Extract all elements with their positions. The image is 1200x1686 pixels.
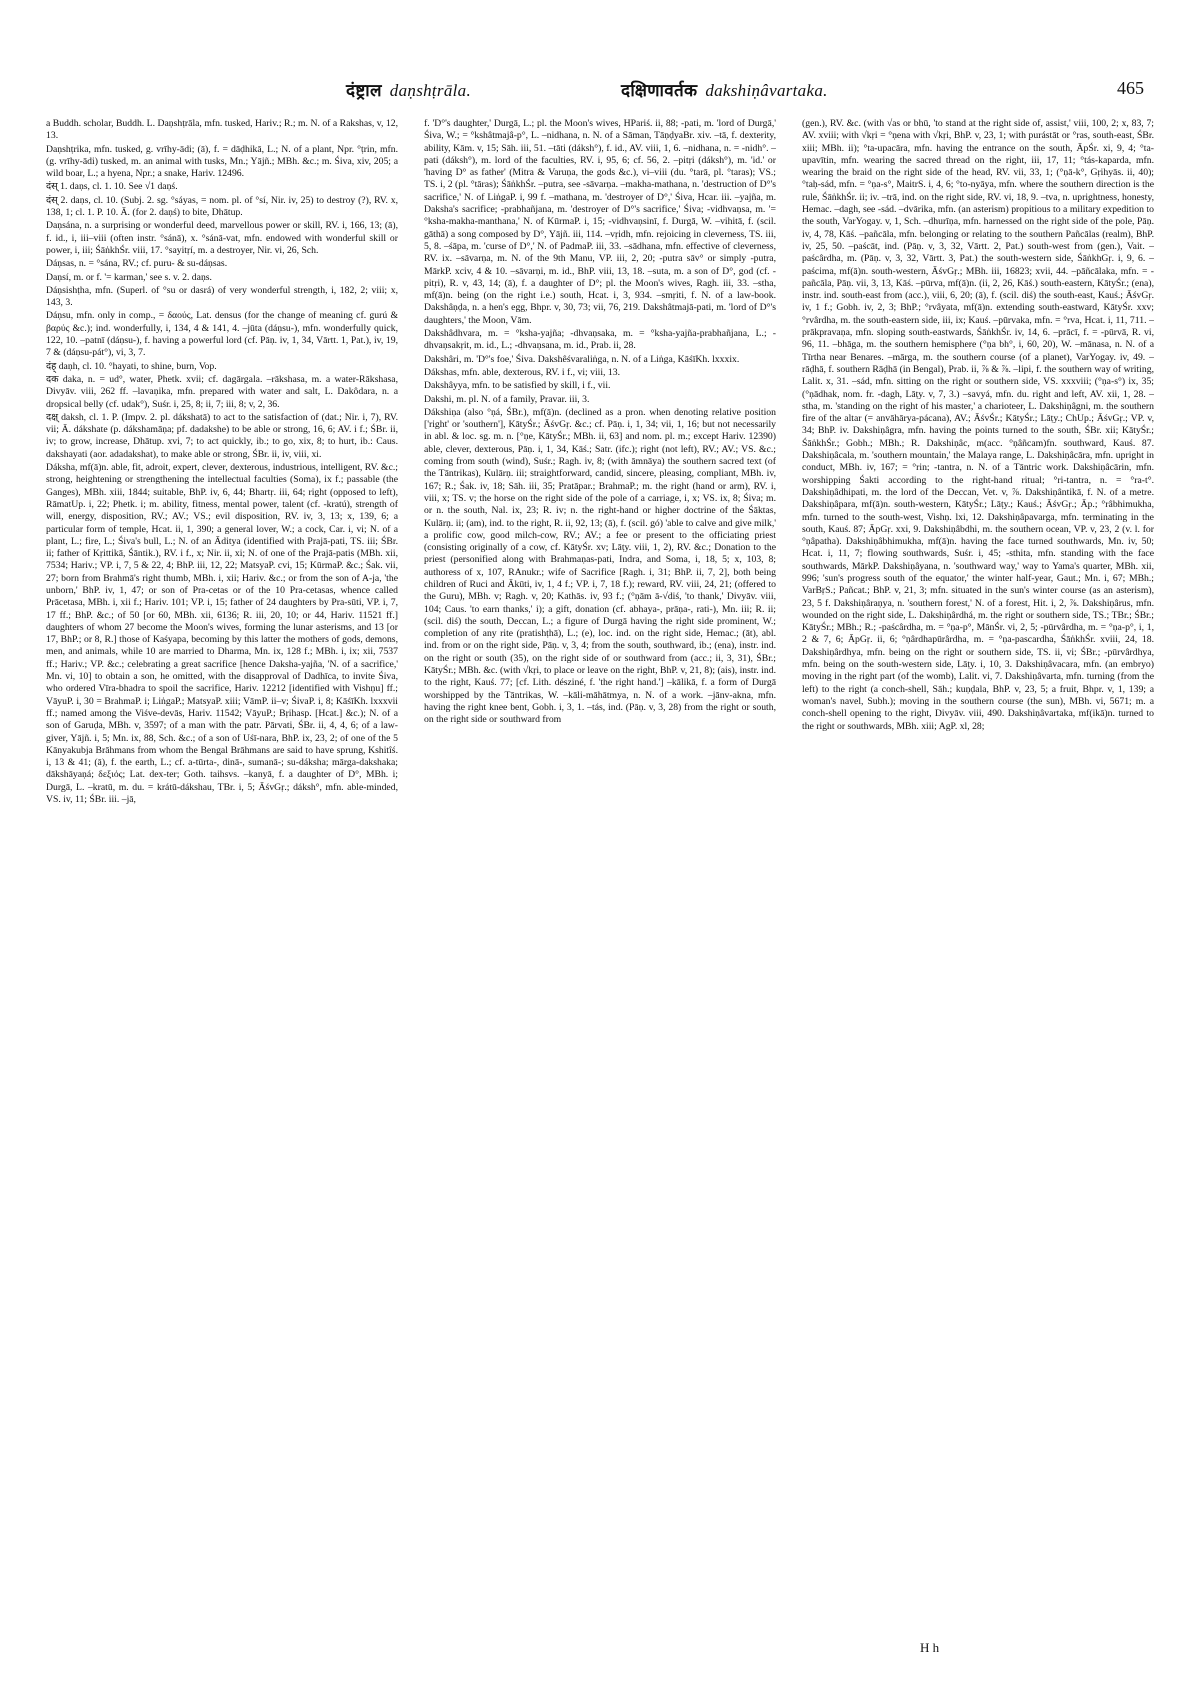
text-columns <box>46 118 1154 1638</box>
signature-mark: H h <box>920 1640 940 1655</box>
page-number: 465 <box>1117 78 1144 98</box>
entry-paragraph: Daṇsána, n. a surprising or wonderful deed, marvellous power or skill, RV. i, 166, 13; (ā), f. id., i, iii–viii (often instr. °sánā), x. °sánā-vat, mfn. endowed with wonderful skill or power, i, iii; ŚāṅkhŚr. viii, 17. °sayitṛí, m. a destroyer, Nir. vi, 26, Sch. <box>46 220 398 256</box>
entry-paragraph: Dáksha, mf(ā)n. able, fit, adroit, expert, clever, dexterous, industrious, intelligent, RV. &c.; strong, heightening or strengthening the intellectual faculties (Soma), ix f.; passable (the Ganges), MBh. xiii, 1844; suitable, BhP. iv, 6, 44; Bhartṛ. iii, 64; right (opposed to left), RāmatUp. i, 22; Phetk. i; m. ability, fitness, mental power, talent (cf. -kratú), strength of will, energy, disposition, RV.; AV.; VS.; evil disposition, RV. iv, 3, 13; x, 139, 6; a particular form of temple, Hcat. ii, 1, 390; a general lover, W.; a cock, Car. i, vi; N. of a plant, L.; fire, L.; Śiva's bull, L.; N. of an Āditya (identified with Prajā-pati, TS. iii; ŚBr. ii; father of Kṛittikā, Śāntik.), RV. i f., x; Nir. ii, xi; N. of one of the Prajā-patis (MBh. xii, 7534; Hariv.; VP. i, 7, 5 & 22, 4; BhP. iii, 12, 22; MatsyaP. cvi, 15; KūrmaP. &c.; Śak. vii, 27; born from Brahmā's right thumb, MBh. i, xii; Hariv. &c.; or from the son of A-ja, 'the unborn,' BhP. iv, 1, 47; or son of Pra-cetas or of the 10 Pra-cetasas, whence called Prācetasa, MBh. i, xii f.; Hariv. 101; VP. i, 15; father of 24 daughters by Pra-sūti, VP. i, 7, 17 ff.; BhP. &c.; of 50 [or 60, MBh. xii, 6136; R. iii, 20, 10; or 44, Hariv. 11521 ff.] daughters of whom 27 become the Moon's wives, forming the lunar asterisms, and 13 [or 17, BhP.; or 8, R.] those of Kaśyapa, becoming by this latter the mothers of gods, demons, men, and animals, while 10 are married to Dharma, Mn. ix, 128 f.; MBh. i, ix; xii, 7537 ff.; Hariv.; VP. &c.; celebrating a great sacrifice [hence Daksha-yajña, 'N. of a sacrifice,' Mn. vi, 10] to obtain a son, he omitted, with the disapproval of Dadhīca, to invite Śiva, who ordered Vīra-bhadra to spoil the sacrifice, Hariv. 12212 [identified with Vishṇu] ff.; VāyuP. i, 30 = BrahmaP. i; LiṅgaP.; MatsyaP. xiii; VāmP. ii–v; ŚivaP. i, 8; KāśīKh. lxxxvii ff.; named among the Viśve-devās, Hariv. 11542; VāyuP.; Bṛihasp. [Hcat.] &c.); N. of a son of Garuḍa, MBh. v, 3597; of a man with the patr. Pārvati, ŚBr. ii, 4, 4, 6; of a law-giver, Yājñ. i, 5; Mn. ix, 88, Sch. &c.; of a son of Uśī-nara, BhP. ix, 23, 2; of one of the 5 Kānyakubja Brāhmans from whom the Bengal Brāhmans are said to have sprung, Kshitîś. i, 13 & 41; (ā), f. the earth, L.; cf. a-tūrta-, dinā-, sumanā-; su-dáksha; mārga-dakshaka; dākshāyaṇá; δεξιός; Lat. dex-ter; Goth. taihsvs. –kanyā, f. a daughter of D°, MBh. i; Durgā, L. –kratū, m. du. = krátū-dákshau, TBr. i, 5; ĀśvGṛ.; dáksh°, mfn. able-minded, VS. iv, 11; ŚBr. iii. –jā, <box>46 462 398 806</box>
entry-paragraph: f. 'D°'s daughter,' Durgā, L.; pl. the Moon's wives, HPariś. ii, 88; -pati, m. 'lord of Durgā,' Śiva, W.; = °kshâtmajâ-p°, L. –nidhana, n. N. of a Sāman, TāṇḍyaBr. xiv. –tā, f. dexterity, ability, Kām. v, 15; Sāh. iii, 51. –tāti (dáksh°), f. id., AV. viii, 1, 6. –nidhana, n. = -nidh°. –pati (dáksh°), m. lord of the faculties, RV. i, 95, 6; cf. 56, 2. –pitṛi (dáksh°), m. 'id.' or 'having D° as father' (Mitra & Varuṇa, the gods &c.), vi–viii (du. °tarā, pl. °taras); VS.; TS. i, 2 (pl. °tāras); ŚāṅkhŚr. –putra, see -sāvarṇa. –makha-mathana, n. 'destruction of D°'s sacrifice,' N. of LiṅgaP. i, 99 f. –mathana, m. 'destroyer of D°,' Śiva, Hcar. iii. –yajña, m. Daksha's sacrifice; -prabhañjana, m. 'destroyer of D°'s sacrifice,' Śiva; -vidhvaṇsa, m. '= °ksha-makha-manthana,' N. of KūrmaP. i, 15; -vidhvaṇsinī, f. Durgā, W. –vihitā, f. (scil. gāthā) a song composed by D°, Yājñ. iii, 114. –vṛidh, mfn. rejoicing in cleverness, TS. iii, 5, 8. –śāpa, m. 'curse of D°,' N. of PadmaP. iii, 33. –sādhana, mfn. effective of cleverness, RV. ix. –sāvarṇa, m. N. of the 9th Manu, VP. iii, 2, 20; -putra sāv° or simply -putra, MārkP. xciv, 4 & 10. –sāvarṇi, m. id., BhP. viii, 13, 18. –suta, m. a son of D°, god (cf. -pitṛi), R. v, 43, 14; (ā), f. a daughter of D°; pl. the Moon's wives, Ragh. iii, 33. –stha, mf(ā)n. being (on the right i.e.) south, Hcat. i, 3, 934. –smṛiti, f. N. of a law-book. Dakshâṇḍa, n. a hen's egg, Bhpr. v, 30, 73; vii, 76, 219. Dakshâtmajā-pati, m. 'lord of D°'s daughters,' the Moon, Vām. <box>424 118 776 326</box>
entry-paragraph: Dakshâdhvara, m. = °ksha-yajña; -dhvaṇsaka, m. = °ksha-yajña-prabhañjana, L.; -dhvaṇsakṛit, m. id., L.; -dhvaṇsana, m. id., Prab. ii, 28. <box>424 328 776 352</box>
entry-paragraph: दंस् 1. daṇs, cl. 1. 10. See √1 daṇś. <box>46 181 178 193</box>
entry-paragraph: Dáṇsishṭha, mfn. (Superl. of °su or dasrá) of very wonderful strength, i, 182, 2; viii; x, 143, 3. <box>46 284 398 309</box>
entry-paragraph: (gen.), RV. &c. (with √as or bhū, 'to stand at the right side of, assist,' viii, 100, 2; x, 83, 7; AV. xviii; with √kṛi = °ṇena with √kṛi, BhP. v, 23, 1; with purástāt or °ras, south-east, ŚBr. xiii; MBh. ii); °ta-upacāra, mfn. having the entrance on the south, ĀpŚr. xi, 9, 4; °ta-upavītin, mfn. wearing the sacred thread on the right, iii, 17, 11; °tás-kaparda, mfn. wearing the braid on the right side of the head, RV. vii, 33, 1; (°ṇā-k°, Gṛihyās. ii, 40); °taḥ-sád, mfn. = °ṇa-s°, MaitrS. i, 4, 6; °to-nyāya, mfn. where the southern direction is the rule, ŚāṅkhŚr. ii; iv. –trā, ind. on the right side, RV. vi, 18, 9. –tva, n. uprightness, honesty, Hemac. –dagh, see -sád. –dvārika, mfn. (an asterism) propitious to a military expedition to the south, VarYogay. v, 1, Sch. –dhurīṇa, mfn. harnessed on the right side of the pole, Pāṇ. iv, 4, 78, Kāś. –pañcāla, mfn. belonging or relating to the southern Pañcālas (realm), BhP. iv, 25, 50. –paścāt, ind. (Pāṇ. v, 3, 32, Vārtt. 2, Pat.) south-west from (gen.), Vait. –paścârdha, m. (Pāṇ. v, 3, 32, Vārtt. 3, Pat.) the south-western side, ŚāṅkhGṛ. i, 9, 6. –paścima, mf(ā)n. south-western, ĀśvGṛ.; MBh. iii, 16823; xvii, 44. –pāñcālaka, mfn. = -pañcāla, Pāṇ. vii, 3, 13, Kāś. –pūrva, mf(ā)n. (ii, 2, 26, Kāś.) south-eastern, KātyŚr.; (ena), instr. ind. south-east from (acc.), viii, 6, 20; (ā), f. (scil. diś) the south-east, Kauś.; ĀśvGṛ. iv, 1 f.; Gobh. iv, 2, 3; BhP.; °rvâyata, mf(ā)n. extending south-eastward, KātyŚr. xxv; °rvârdha, m. the south-eastern side, iii, ix; Kauś. –pūrvaka, mfn. = °rva, Hcat. i, 11, 711. –prākpravaṇa, mfn. sloping south-eastwards, ŚāṅkhŚr. iv, 14, 6. –prācī, f. = -pūrvā, R. vi, 96, 11. –bhāga, m. the southern hemisphere (°ṇa bh°, i, 60, 20), W. –mānasa, n. N. of a Tīrtha near Benares. –mārga, m. the southern course (of a planet), VarYogay. iv, 49. –rāḍhā, f. southern Rāḍhā (in Bengal), Prab. ii, ⅞ & ⅞. –lipi, f. the southern way of writing, Lalit. x, 31. –sád, mfn. sitting on the right or southern side, VS. xxxviii; (°ṇa-s°) ix, 35; (°ṇādhak, nom. fr. -dagh, Lāṭy. v, 7, 3.) –savyá, mfn. du. right and left, AV. xii, 1, 28. –stha, m. 'standing on the right of his master,' a charioteer, L. Dakshiṇâgni, m. the southern fire of the altar (= anvāhārya-pácana), AV.; ĀśvŚr.; KātyŚr.; Lāṭy.; ChUp.; ĀśvGṛ.; VP. v, 34; BhP. iv. Dakshiṇâgra, mfn. having the points turned to the south, ŚBr. xii; KātyŚr.; ŚāṅkhŚr.; Gobh.; MBh.; R. Dakshiṇâc, m(acc. °ṇâñcam)fn. southward, Kauś. 87. Dakshiṇâcala, m. 'southern mountain,' the Malaya range, L. Dakshiṇâcāra, mfn. upright in conduct, MBh. iv, 167; = °rin; -tantra, n. N. of a Tāntric work. Dakshiṇâcārin, mfn. worshipping Śakti according to the right-hand ritual; °ri-tantra, n. = °ra-t°. Dakshiṇâdhipati, m. the lord of the Deccan, Vet. v, ⅞. Dakshiṇântikā, f. N. of a metre. Dakshiṇâpara, mf(ā)n. south-western, KātyŚr.; Lāṭy.; Kauś.; ĀśvGṛ.; Āp.; °râbhimukha, mfn. turned to the south-west, Vishṇ. lxi, 12. Dakshiṇâpavarga, mfn. terminating in the south, Kauś. 87; ĀpGṛ. xxi, 9. Dakshiṇâbdhi, m. the southern ocean, VP. v, 23, 2 (v. l. for °ṇâpatha). Dakshiṇâbhimukha, mf(ā)n. having the face turned southwards, Mn. iv, 50; Hcat. i, 11, 7; flowing southwards, Suśr. i, 45; -sthita, mfn. standing with the face southwards, MārkP. Dakshiṇâyana, n. 'southward way,' way to Yama's quarter, MBh. xii, 996; 'sun's progress south of the equator,' the winter half-year, Gaut.; Mn. i, 67; MBh.; VarBṛS.; Pañcat.; BhP. v, 21, 3; mfn. situated in the sun's winter course (as an asterism), 23, 5 f. Dakshiṇâraṇya, n. 'southern forest,' N. of a forest, Hit. i, 2, ⅞. Dakshiṇârus, mfn. wounded on the right side, L. Dakshiṇârdhá, m. the right or southern side, TS.; TBr.; ŚBr.; KātyŚr.; MBh.; R.; -paścârdha, m. = °ṇa-p°, MānŚr. vi, 2, 5; -pūrvârdha, m. = °ṇa-p°, i, 1, 2 & 7, 6; ĀpGṛ. ii, 6; °ṇârdhapūrârdha, m. = °ṇa-pascardha, ŚāṅkhŚr. xviii, 24, 18. Dakshiṇârdhya, mfn. being on the right or southern side, TS. ii, vi; ŚBr.; -pūrvârdhya, mfn. being on the south-western side, Lāṭy. i, 10, 3. Dakshiṇâvacara, mfn. (an embryo) moving in the right part (of the womb), Lalit. vi, 7. Dakshiṇâvarta, mfn. turning (from the left) to the right (a conch-shell, Sāh.; kuṇḍala, BhP. v, 23, 5; a fruit, Bhpr. v, 1, 139; a woman's navel, Subh.); moving in the southern course (the sun), MBh. vi, 5671; m. a conch-shell opening to the right, Divyāv. viii, 490. Dakshiṇâvartaka, mf(ikā)n. turned to the right or southwards, MBh. xiii; AgP. xl, 28; <box>802 118 1154 732</box>
entry-paragraph: Daṇshṭrika, mfn. tusked, g. vrīhy-ādi; (ā), f. = dāḍhikā, L.; N. of a plant, Npr. °ṭrin, mfn. (g. vrīhy-ādi) tusked, m. an animal with tusks, Mn.; Yājñ.; MBh. &c.; m. Śiva, xiv, 205; a wild boar, L.; a hyena, Npr.; a snake, Hariv. 12496. <box>46 143 398 180</box>
entry-paragraph: Dákshiṇa (also °ṇá, ŚBr.), mf(ā)n. (declined as a pron. when denoting relative position ['right' or 'southern'], KātyŚr.; ĀśvGṛ. &c.; cf. Pāṇ. i, 1, 34; vii, 1, 16; but not necessarily in abl. & loc. sg. m. n. [°ṇe, KātyŚr.; MBh. ii, 63] and nom. pl. m.; except Hariv. 12390) able, clever, dexterous, Pāṇ. i, 1, 34, Kāś.; Satr. (ifc.); right (not left), RV.; AV.; VS. &c.; coming from south (wind), Suśr.; Ragh. iv, 8; (with āmnāya) the southern sacred text (of the Tāntrikas), Kulārṇ. iii; straightforward, candid, sincere, pleasing, compliant, MBh. iv, 167; R.; Śak. iv, 18; Sāh. iii, 35; Pratāpar.; BrahmaP.; m. the right (hand or arm), RV. i, viii, x; TS. v; the horse on the right side of the pole of a carriage, i, x; VS. ix, 8; Śiva; m. or n. the south, Nal. ix, 23; R. iv; n. the right-hand or higher doctrine of the Śāktas, Kulārṇ. ii; (am), ind. to the right, R. ii, 92, 13; (ā), f. (scil. gó) 'able to calve and give milk,' a prolific cow, good milch-cow, RV.; AV.; a fee or present to the officiating priest (consisting originally of a cow, cf. KātyŚr. xv; Lāṭy. viii, 1, 2), RV. &c.; Donation to the priest (personified along with Brahmaṇas-pati, Indra, and Soma, i, 18, 5; x, 103, 8; authoress of x, 107, RAnukr.; wife of Sacrifice [Ragh. i, 31; BhP. ii, 7, 2], both being children of Ruci and Ākūti, iv, 1, 4 f.; VP. i, 7, 18 f.); reward, RV. viii, 24, 21; (offered to the Guru), MBh. v; Ragh. v, 20; Kathās. iv, 93 f.; (°ṇām ā-√diś, 'to thank,' Divyāv. viii, 104; Caus. 'to earn thanks,' i); a gift, donation (cf. abhaya-, prāṇa-, rati-), Mn. iii; R. ii; (scil. diś) the south, Deccan, L.; a figure of Durgā having the right side prominent, W.; completion of any rite (pratishṭhā), L.; (e), loc. ind. on the right side, Hemac.; (āt), abl. ind. from or on the right side, Pāṇ. v, 3, 4; from the south, southward, ib.; (ena), instr. ind. on the right or south (35), on the right side of or southward from (acc.; ii, 3, 31), ŚBr.; KātyŚr.; MBh. &c. (with √kṛi, to place or leave on the right, BhP. v, 21, 8); (ais), instr. ind. to the right, Kauś. 77; [cf. Lith. désziné, f. 'the right hand.'] –kālikā, f. a form of Durgā worshipped by the Tāntrikas, W. –kāli-māhātmya, n. N. of a work. –jānv-akna, mfn. having the right knee bent, Gobh. i, 3, 1. –tás, ind. (Pāṇ. v, 3, 28) from the right or south, on the right side or southward from <box>424 406 776 726</box>
right-headword <box>621 78 828 101</box>
entry-paragraph: Dákshas, mfn. able, dexterous, RV. i f., vi; viii, 13. <box>424 366 620 378</box>
entry-paragraph: दक daka, n. = ud°, water, Phetk. xvii; cf. dagārgala. –rākshasa, m. a water-Rākshasa, Divyāv. viii, 262 ff. –lavaṇika, mfn. prepared with water and salt, L. Dakôdara, n. a dropsical belly (cf. udak°), Suśr. i, 25, 8; ii, 7; iii, 8; v, 2, 36. <box>46 373 398 410</box>
entry-paragraph: Dáṇsas, n. = °sána, RV.; cf. puru- & su-dáṇsas. <box>46 258 228 270</box>
left-headword-roman: daṇshṭrāla. <box>389 81 472 100</box>
column-1 <box>46 118 398 1638</box>
entry-paragraph: Dakshi, m. pl. N. of a family, Pravar. iii, 3. <box>424 393 590 405</box>
entry-paragraph: Dáṇsu, mfn. only in comp., = δαούς, Lat. densus (for the change of meaning cf. gurú & βαρύς &c.); ind. wonderfully, i, 134, 4 & 141, 4. –jūta (dáṇsu-), mfn. wonderfully quick, 122, 10. –patnī (dáṇsu-), f. having a powerful lord (cf. Pāṇ. iv, 1, 34, Vārtt. 1, Pat.), iv, 19, 7 & (dáṇsu-pát°), vi, 3, 7. <box>46 310 398 359</box>
entry-paragraph: दक्ष् daksh, cl. 1. P. (Impv. 2. pl. dákshatā) to act to the satisfaction of (dat.; Nir. i, 7), RV. vii; Ā. dákshate (p. dákshamāṇa; pf. dadakshe) to be able or strong, 16, 6; AV. i f.; ŚBr. ii, iv; to grow, increase, Dhātup. xvi, 7; to act quickly, ib.; to go, xix, 8; to hurt, ib.: Caus. dakshayati (aor. adadakshat), to make able or strong, ŚBr. ii, iv, viii, xi. <box>46 411 398 460</box>
left-headword <box>346 78 471 101</box>
right-headword-roman: dakshiṇâvartaka. <box>705 81 828 100</box>
entry-paragraph: Dakshâri, m. 'D°'s foe,' Śiva. Dakshêśvaraliṅga, n. N. of a Liṅga, KāśīKh. lxxxix. <box>424 353 740 365</box>
entry-paragraph: Dakshâyya, mfn. to be satisfied by skill, i f., vii. <box>424 380 611 392</box>
entry-paragraph: दंस् 2. daṇs, cl. 10. (Subj. 2. sg. °sáyas, = nom. pl. of °sí, Nir. iv, 25) to destroy (?), RV. x, 138, 1; cl. 1. P. 10. Ā. (for 2. daṇś) to bite, Dhātup. <box>46 194 398 219</box>
running-header <box>56 78 1144 108</box>
entry-paragraph: a Buddh. scholar, Buddh. L. Daṇshṭrāla, mfn. tusked, Hariv.; R.; m. N. of a Rakshas, v, 12, 13. <box>46 118 398 142</box>
column-2 <box>424 118 776 1638</box>
entry-paragraph: Daṇsí, m. or f. '= karman,' see s. v. 2. daṇs. <box>46 271 212 283</box>
entry-paragraph: दंह् daṇh, cl. 10. °hayati, to shine, burn, Vop. <box>46 360 217 372</box>
left-headword-devanagari: दंष्ट्राल <box>346 81 382 100</box>
right-headword-devanagari: दक्षिणावर्तक <box>621 81 698 100</box>
column-3 <box>802 118 1154 1638</box>
